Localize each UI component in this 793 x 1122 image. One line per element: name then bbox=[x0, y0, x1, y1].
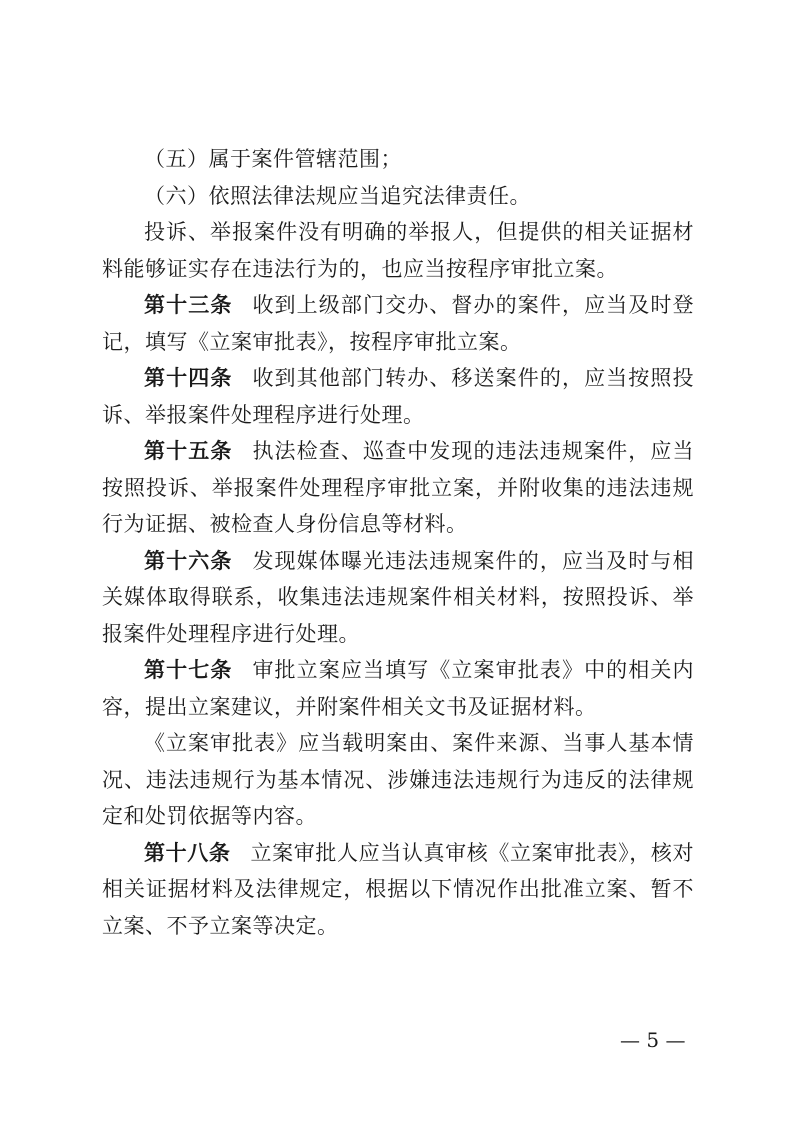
article-heading: 第十六条 bbox=[144, 548, 233, 573]
article-text: 审批立案应当填写《立案审批表》中的相关内容，提出立案建议，并附案件相关文书及证据材料。 bbox=[102, 658, 695, 719]
article-13 bbox=[102, 287, 694, 360]
article-text: 收到其他部门转办、移送案件的，应当按照投诉、举报案件处理程序进行处理。 bbox=[102, 366, 695, 427]
article-14 bbox=[102, 360, 694, 433]
article-text: 发现媒体曝光违法违规案件的，应当及时与相关媒体取得联系，收集违法违规案件相关材料，按照投诉、举报案件处理程序进行处理。 bbox=[102, 548, 695, 646]
article-15 bbox=[102, 433, 694, 543]
article-heading: 第十八条 bbox=[144, 840, 231, 865]
article-18 bbox=[102, 835, 694, 945]
article-heading: 第十五条 bbox=[144, 439, 233, 463]
page-number: — 5 — bbox=[620, 1028, 686, 1052]
article-16 bbox=[102, 543, 694, 653]
article-17 bbox=[102, 652, 694, 725]
paragraph-text: （五）属于案件管辖范围； bbox=[144, 147, 402, 171]
article-text: 执法检查、巡查中发现的违法违规案件，应当按照投诉、举报案件处理程序审批立案，并附收集的违法违规行为证据、被检查人身份信息等材料。 bbox=[102, 439, 695, 536]
document-body bbox=[102, 141, 694, 944]
article-heading: 第十四条 bbox=[144, 366, 233, 390]
paragraph-item-5 bbox=[102, 141, 694, 178]
paragraph-text: 投诉、举报案件没有明确的举报人，但提供的相关证据材料能够证实存在违法行为的，也应当按程序审批立案。 bbox=[102, 220, 694, 281]
paragraph-complaint-report bbox=[102, 214, 694, 287]
article-heading: 第十七条 bbox=[144, 658, 233, 682]
article-text: 立案审批人应当认真审核《立案审批表》，核对相关证据材料及法律规定，根据以下情况作出批准立案、暂不立案、不予立案等决定。 bbox=[102, 840, 694, 938]
paragraph-text: 《立案审批表》应当载明案由、案件来源、当事人基本情况、违法违规行为基本情况、涉嫌违法违规行为违反的法律规定和处罚依据等内容。 bbox=[102, 731, 694, 828]
paragraph-item-6 bbox=[102, 178, 694, 215]
article-heading: 第十三条 bbox=[144, 293, 233, 317]
paragraph-approval-form bbox=[102, 725, 694, 835]
paragraph-text: （六）依照法律法规应当追究法律责任。 bbox=[144, 183, 531, 208]
article-text: 收到上级部门交办、督办的案件，应当及时登记，填写《立案审批表》，按程序审批立案。 bbox=[102, 293, 695, 354]
